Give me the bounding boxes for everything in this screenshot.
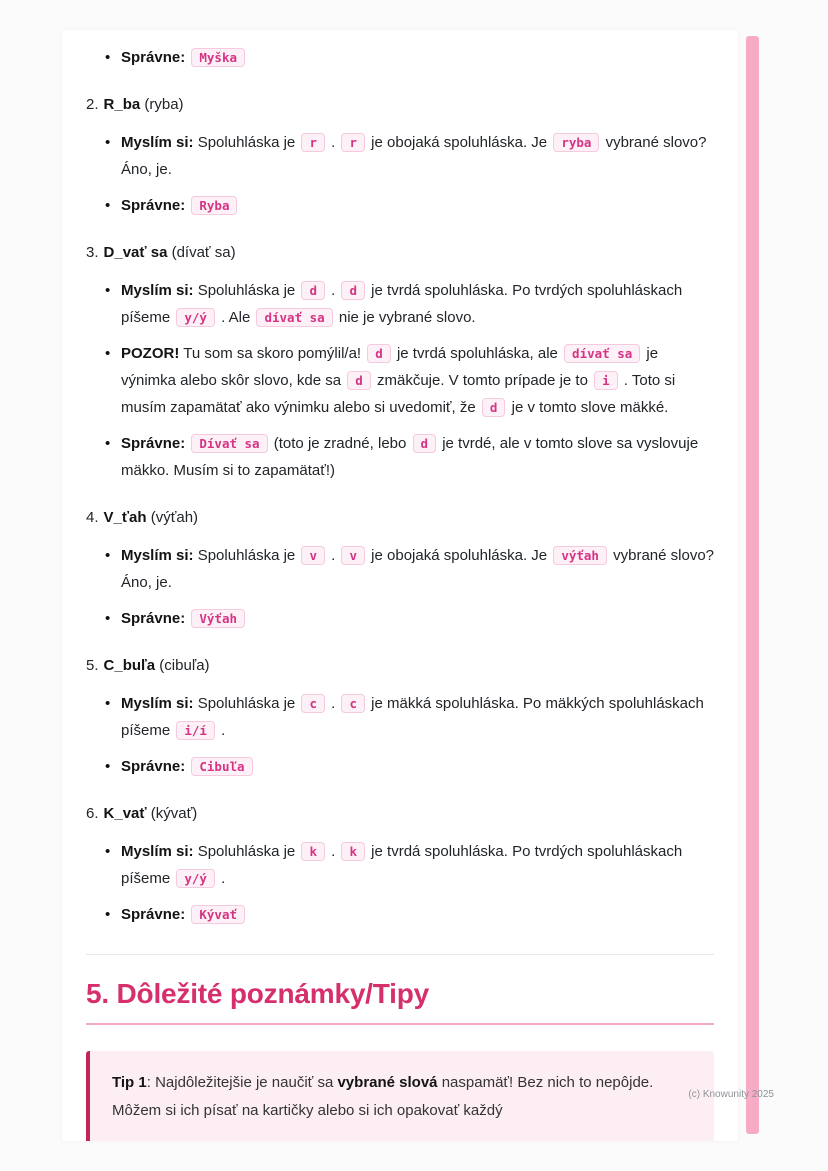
bullet-item [105,192,714,219]
code-chip: Cibuľa [191,757,252,776]
bullet-marker-icon: • [105,197,111,214]
code-chip: d [347,371,371,390]
numbered-item [86,93,714,219]
text-run: Tu som sa skoro pomýlil/a! [179,345,366,362]
tip-callout [86,1051,714,1141]
code-chip: dívať sa [564,344,640,363]
numbered-item [86,241,714,484]
code-chip: d [482,398,506,417]
numbered-item-heading [86,654,714,678]
watermark: (c) Knowunity 2025 [688,1089,774,1100]
item-term: K_vať [103,805,147,822]
bullet-marker-icon: • [105,758,111,775]
bullet-list [86,838,714,928]
text-run: je tvrdá spoluhláska. Po tvrdých spoluhláskach píšeme [121,282,683,326]
text-run: . [216,870,226,887]
numbered-item-heading [86,93,714,117]
text-run: . [326,282,340,299]
bullet-item [105,690,714,744]
item-term: R_ba [103,96,141,113]
bold-text: Tip 1 [112,1074,147,1091]
text-run [185,49,189,66]
numbered-item-heading [86,802,714,826]
item-term: D_vať sa [103,244,168,261]
code-chip: d [301,281,325,300]
code-chip: y/ý [176,869,215,888]
document-content [62,30,738,1141]
bullet-marker-icon: • [105,282,111,299]
text-run [185,610,189,627]
bullet-marker-icon: • [105,610,111,627]
numbered-item-heading [86,506,714,530]
text-run [185,435,189,452]
text-run: vybrané slovo? Áno, je. [121,134,707,178]
bullet-text [121,277,714,331]
code-chip: Výťah [191,609,245,628]
code-chip: r [301,133,325,152]
bullet-list [86,44,714,71]
bullet-text [121,605,714,632]
item-note: (cibuľa) [155,657,210,674]
text-run: . [326,695,340,712]
bullet-text [121,129,714,183]
bold-text: Myslím si: [121,843,194,860]
bullet-text [121,690,714,744]
code-chip: r [341,133,365,152]
bullet-text [121,901,714,928]
item-note: (dívať sa) [167,244,236,261]
text-run: . Toto si musím zapamätať ako výnimku alebo si uvedomiť, že [121,372,676,416]
code-chip: k [341,842,365,861]
bullet-list [86,277,714,484]
text-run [185,758,189,775]
bullet-item [105,340,714,421]
bullet-text [121,542,714,596]
code-chip: k [301,842,325,861]
code-chip: Myška [191,48,245,67]
bullet-item [105,605,714,632]
bullet-item [105,44,714,71]
bold-text: Myslím si: [121,282,194,299]
numbered-item [86,802,714,928]
text-run: Spoluhláska je [193,282,300,299]
bullet-text [121,430,714,484]
code-chip: Dívať sa [191,434,267,453]
item-number: 2. [86,96,99,113]
bullet-marker-icon: • [105,49,111,66]
code-chip: dívať sa [256,308,332,327]
bold-text: vybrané slová [337,1074,438,1091]
bullet-item [105,277,714,331]
bold-text: Správne: [121,758,186,775]
text-run: je tvrdé, ale v tomto slove sa vyslovuje mäkko. Musím si to zapamätať!) [121,435,699,479]
bullet-text [121,753,714,780]
code-chip: c [341,694,365,713]
bullet-marker-icon: • [105,843,111,860]
bullet-marker-icon: • [105,906,111,923]
item-note: (ryba) [140,96,184,113]
numbered-item-heading [86,241,714,265]
code-chip: d [367,344,391,363]
text-run: zmäkčuje. V tomto prípade je to [372,372,593,389]
text-run: je mäkká spoluhláska. Po mäkkých spoluhláskach píšeme [121,695,704,739]
text-run: Spoluhláska je [193,843,300,860]
page-edge-stripe [746,36,759,1134]
item-number: 6. [86,805,99,822]
item-number: 5. [86,657,99,674]
bullet-item [105,838,714,892]
bullet-list [86,690,714,780]
bullet-list [86,542,714,632]
text-run: Spoluhláska je [193,134,300,151]
text-run: nie je vybrané slovo. [334,309,476,326]
bullet-text [121,44,714,71]
bullet-marker-icon: • [105,134,111,151]
bullet-item [105,901,714,928]
bullet-marker-icon: • [105,435,111,452]
text-run: Spoluhláska je [193,547,300,564]
code-chip: výťah [553,546,607,565]
document-card [62,30,738,1141]
numbered-item [86,654,714,780]
heading-rule [86,1023,714,1025]
item-term: V_ťah [103,509,147,526]
text-run: je v tomto slove mäkké. [507,399,669,416]
text-run: Spoluhláska je [193,695,300,712]
bullet-item [105,542,714,596]
text-run: je výnimka alebo skôr slovo, kde sa [121,345,659,389]
bold-text: Myslím si: [121,695,194,712]
text-run: . [326,547,340,564]
bold-text: Správne: [121,197,186,214]
bullet-item [105,753,714,780]
bold-text: Správne: [121,906,186,923]
bold-text: Myslím si: [121,547,194,564]
text-run [185,197,189,214]
text-run: naspamäť! Bez nich to nepôjde. Môžem si ich písať na kartičky alebo si ich opakovať každý [112,1074,654,1119]
text-run: je obojaká spoluhláska. Je [367,134,552,151]
text-run [185,906,189,923]
bullet-item [105,129,714,183]
text-run: je tvrdá spoluhláska, ale [392,345,563,362]
bold-text: POZOR! [121,345,180,362]
text-run: . Ale [216,309,255,326]
bullet-marker-icon: • [105,345,111,362]
text-run: vybrané slovo? Áno, je. [121,547,715,591]
bold-text: Správne: [121,49,186,66]
bold-text: Správne: [121,610,186,627]
text-run: je obojaká spoluhláska. Je [367,547,552,564]
bullet-marker-icon: • [105,695,111,712]
bold-text: Myslím si: [121,134,194,151]
code-chip: d [413,434,437,453]
code-chip: ryba [553,133,599,152]
item-note: (výťah) [146,509,199,526]
code-chip: d [341,281,365,300]
item-note: (kývať) [146,805,198,822]
item-number: 4. [86,509,99,526]
item-number: 3. [86,244,99,261]
bullet-marker-icon: • [105,547,111,564]
code-chip: Ryba [191,196,237,215]
bullet-text [121,838,714,892]
text-run: (toto je zradné, lebo [269,435,411,452]
code-chip: i/í [176,721,215,740]
text-run: . [216,722,226,739]
code-chip: v [301,546,325,565]
numbered-item [86,506,714,632]
bullet-item [105,430,714,484]
code-chip: Kývať [191,905,245,924]
text-run: . [326,134,340,151]
bullet-text [121,340,714,421]
section-heading: 5. Dôležité poznámky/Tipy [86,978,430,1009]
text-run: je tvrdá spoluhláska. Po tvrdých spoluhláskach píšeme [121,843,683,887]
bold-text: Správne: [121,435,186,452]
code-chip: i [594,371,618,390]
code-chip: c [301,694,325,713]
text-run: . [326,843,340,860]
bullet-text [121,192,714,219]
item-term: C_buľa [103,657,156,674]
code-chip: y/ý [176,308,215,327]
text-run: : Najdôležitejšie je naučiť sa [146,1074,338,1091]
bullet-list [86,129,714,219]
code-chip: v [341,546,365,565]
section-divider [86,954,714,955]
